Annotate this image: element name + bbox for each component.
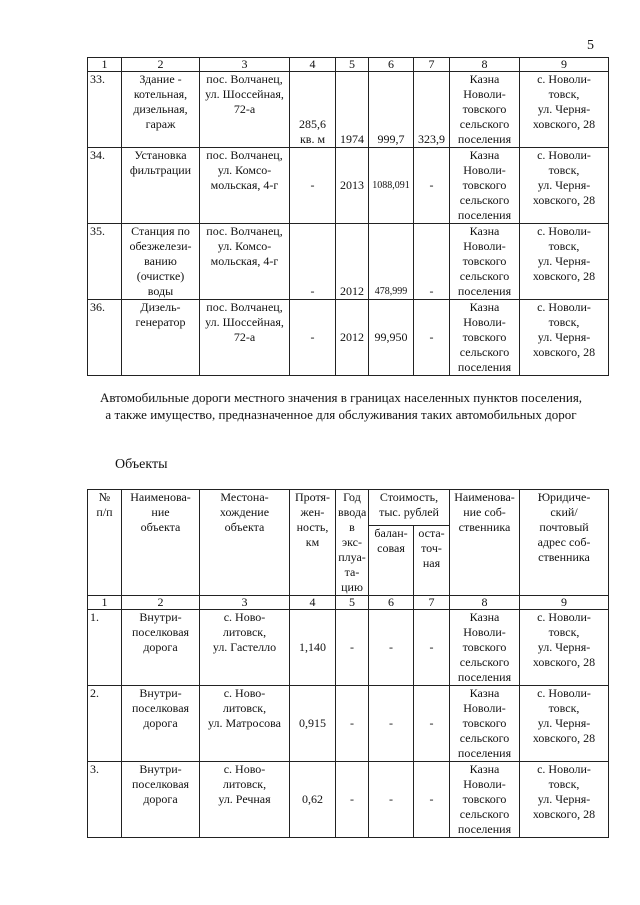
owner-address: с. Новоли- товск, ул. Черня- ховского, 28 (520, 72, 609, 148)
owner-address: с. Новоли- товск, ул. Черня- ховского, 28 (520, 148, 609, 224)
column-index-row (88, 596, 609, 610)
column-index-cell: 8 (450, 596, 520, 610)
object-location: пос. Волчанец, ул. Шоссейная, 72-а (200, 72, 290, 148)
owner-name: Казна Новоли- товского сельского поселения (450, 762, 520, 838)
header-name: Наименова- ние объекта (122, 490, 200, 596)
header-length: Протя- жен- ность, км (290, 490, 336, 596)
commission-year: 1974 (336, 72, 369, 148)
residual-cost: - (414, 148, 450, 224)
residual-cost: - (414, 610, 450, 686)
column-index-cell: 1 (88, 58, 122, 72)
header-num: № п/п (88, 490, 122, 596)
header-location: Местона- хождение объекта (200, 490, 290, 596)
residual-cost: - (414, 224, 450, 300)
column-index-cell: 8 (450, 58, 520, 72)
object-length: 0,915 (290, 686, 336, 762)
header-address: Юридиче- ский/ почтовый адрес соб- ственника (520, 490, 609, 596)
object-name: Дизель- генератор (122, 300, 200, 376)
column-index-cell: 9 (520, 596, 609, 610)
table-row (88, 300, 609, 376)
balance-cost: - (369, 762, 414, 838)
owner-address: с. Новоли- товск, ул. Черня- ховского, 28 (520, 610, 609, 686)
row-number: 35. (88, 224, 122, 300)
object-location: с. Ново- литовск, ул. Матросова (200, 686, 290, 762)
table-row (88, 610, 609, 686)
object-location: с. Ново- литовск, ул. Речная (200, 762, 290, 838)
balance-cost: - (369, 610, 414, 686)
column-index-cell: 2 (122, 596, 200, 610)
commission-year: - (336, 610, 369, 686)
roads-table (87, 489, 609, 838)
table-header-row (88, 490, 609, 526)
commission-year: 2012 (336, 224, 369, 300)
residual-cost: - (414, 300, 450, 376)
balance-cost: 99,950 (369, 300, 414, 376)
column-index-cell: 2 (122, 58, 200, 72)
object-location: с. Ново- литовск, ул. Гастелло (200, 610, 290, 686)
residual-cost: 323,9 (414, 72, 450, 148)
object-location: пос. Волчанец, ул. Комсо- мольская, 4-г (200, 148, 290, 224)
table-row (88, 686, 609, 762)
residual-cost: - (414, 686, 450, 762)
commission-year: - (336, 686, 369, 762)
commission-year: 2012 (336, 300, 369, 376)
commission-year: - (336, 762, 369, 838)
owner-address: с. Новоли- товск, ул. Черня- ховского, 28 (520, 762, 609, 838)
object-location: пос. Волчанец, ул. Комсо- мольская, 4-г (200, 224, 290, 300)
row-number: 2. (88, 686, 122, 762)
column-index-cell: 5 (336, 58, 369, 72)
row-number: 36. (88, 300, 122, 376)
column-index-cell: 6 (369, 596, 414, 610)
object-name: Внутри- поселковая дорога (122, 762, 200, 838)
column-index-cell: 4 (290, 58, 336, 72)
row-number: 3. (88, 762, 122, 838)
owner-name: Казна Новоли- товского сельского поселения (450, 610, 520, 686)
balance-cost: 478,999 (369, 224, 414, 300)
column-index-cell: 5 (336, 596, 369, 610)
row-number: 1. (88, 610, 122, 686)
object-length: 1,140 (290, 610, 336, 686)
column-index-cell: 4 (290, 596, 336, 610)
table-row (88, 72, 609, 148)
column-index-row (88, 58, 609, 72)
objects-table-continued (87, 57, 609, 376)
row-number: 34. (88, 148, 122, 224)
object-name: Внутри- поселковая дорога (122, 610, 200, 686)
column-index-cell: 1 (88, 596, 122, 610)
header-balance: балан- совая (369, 525, 414, 595)
object-length: - (290, 300, 336, 376)
column-index-cell: 9 (520, 58, 609, 72)
row-number: 33. (88, 72, 122, 148)
header-owner: Наименова- ние соб- ственника (450, 490, 520, 596)
column-index-cell: 7 (414, 596, 450, 610)
object-name: Установка фильтрации (122, 148, 200, 224)
column-index-cell: 3 (200, 58, 290, 72)
owner-name: Казна Новоли- товского сельского поселения (450, 224, 520, 300)
owner-name: Казна Новоли- товского сельского поселения (450, 148, 520, 224)
page-number: 5 (587, 38, 594, 53)
residual-cost: - (414, 762, 450, 838)
object-name: Внутри- поселковая дорога (122, 686, 200, 762)
balance-cost: 1088,091 (369, 148, 414, 224)
object-length: - (290, 224, 336, 300)
owner-address: с. Новоли- товск, ул. Черня- ховского, 28 (520, 224, 609, 300)
table-row (88, 148, 609, 224)
column-index-cell: 6 (369, 58, 414, 72)
object-name: Станция по обезжелези- ванию (очистке) воды (122, 224, 200, 300)
header-year: Год ввода в экс- плуа- та- цию (336, 490, 369, 596)
owner-name: Казна Новоли- товского сельского поселения (450, 300, 520, 376)
object-location: пос. Волчанец, ул. Шоссейная, 72-а (200, 300, 290, 376)
commission-year: 2013 (336, 148, 369, 224)
object-name: Здание - котельная, дизельная, гараж (122, 72, 200, 148)
header-residual: оста- точ- ная (414, 525, 450, 595)
owner-name: Казна Новоли- товского сельского поселения (450, 686, 520, 762)
table-row (88, 762, 609, 838)
balance-cost: 999,7 (369, 72, 414, 148)
balance-cost: - (369, 686, 414, 762)
subheading: Объекты (115, 457, 168, 472)
section-title: Автомобильные дороги местного значения в границах населенных пунктов поселения, а также имущество, предназначенное для обслуживания таких автомобильных дорог (99, 390, 583, 422)
object-length: - (290, 148, 336, 224)
column-index-cell: 7 (414, 58, 450, 72)
column-index-cell: 3 (200, 596, 290, 610)
table-row (88, 224, 609, 300)
header-cost: Стоимость, тыс. рублей (369, 490, 450, 526)
object-length: 285,6 кв. м (290, 72, 336, 148)
object-length: 0,62 (290, 762, 336, 838)
owner-name: Казна Новоли- товского сельского поселения (450, 72, 520, 148)
owner-address: с. Новоли- товск, ул. Черня- ховского, 28 (520, 686, 609, 762)
owner-address: с. Новоли- товск, ул. Черня- ховского, 28 (520, 300, 609, 376)
